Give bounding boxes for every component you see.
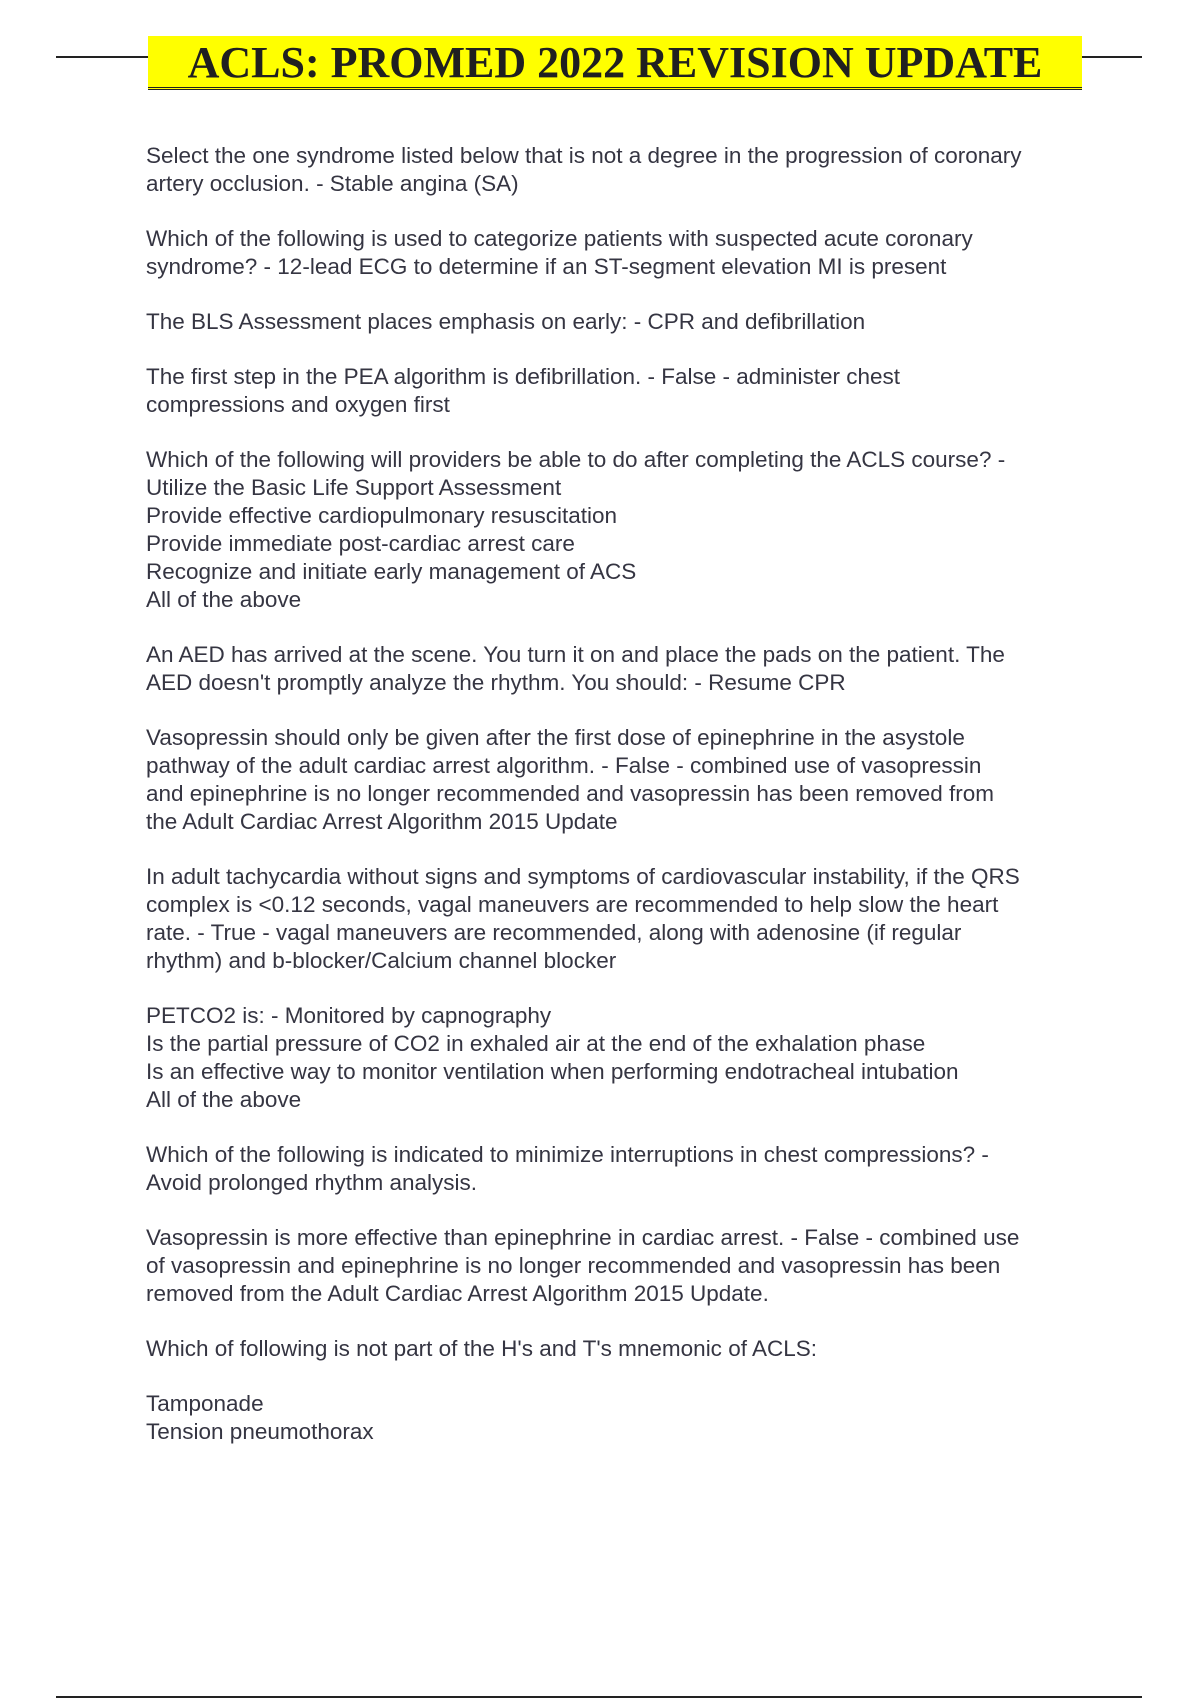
qa-item <box>146 1002 1096 1114</box>
qa-item <box>146 1141 1096 1197</box>
qa-line: Which of the following is indicated to minimize interruptions in chest compressions? - <box>146 1142 989 1167</box>
qa-line: All of the above <box>146 587 302 612</box>
qa-item <box>146 1390 1096 1446</box>
qa-line: Vasopressin should only be given after the first dose of epinephrine in the asystole <box>146 725 965 750</box>
qa-item <box>146 142 1096 198</box>
qa-line: pathway of the adult cardiac arrest algorithm. - False - combined use of vasopressin <box>146 753 982 778</box>
footer-rule <box>56 1696 1142 1698</box>
qa-line: The BLS Assessment places emphasis on early: - CPR and defibrillation <box>146 309 866 334</box>
document-title: ACLS: PROMED 2022 REVISION UPDATE <box>148 36 1082 90</box>
qa-line: PETCO2 is: - Monitored by capnography <box>146 1003 552 1028</box>
qa-item <box>146 863 1096 975</box>
qa-line: In adult tachycardia without signs and symptoms of cardiovascular instability, if the QRS <box>146 864 1020 889</box>
qa-line: All of the above <box>146 1087 302 1112</box>
qa-item <box>146 1335 1096 1363</box>
qa-line: Utilize the Basic Life Support Assessment <box>146 475 562 500</box>
qa-item <box>146 363 1096 419</box>
qa-line: Provide immediate post-cardiac arrest care <box>146 531 575 556</box>
header-rule-right <box>1082 56 1142 58</box>
qa-line: complex is <0.12 seconds, vagal maneuvers are recommended to help slow the heart <box>146 892 999 917</box>
qa-list <box>146 142 1096 1473</box>
qa-line: Is an effective way to monitor ventilation when performing endotracheal intubation <box>146 1059 959 1084</box>
qa-line: the Adult Cardiac Arrest Algorithm 2015 Update <box>146 809 618 834</box>
qa-line: artery occlusion. - Stable angina (SA) <box>146 171 519 196</box>
qa-line: compressions and oxygen first <box>146 392 450 417</box>
qa-line: and epinephrine is no longer recommended and vasopressin has been removed from <box>146 781 995 806</box>
qa-line: AED doesn't promptly analyze the rhythm. You should: - Resume CPR <box>146 670 846 695</box>
qa-line: syndrome? - 12-lead ECG to determine if an ST-segment elevation MI is present <box>146 254 947 279</box>
header-rule-left <box>56 56 148 58</box>
qa-line: Select the one syndrome listed below that is not a degree in the progression of coronary <box>146 143 1022 168</box>
qa-line: Provide effective cardiopulmonary resuscitation <box>146 503 618 528</box>
qa-line: rhythm) and b-blocker/Calcium channel blocker <box>146 948 617 973</box>
qa-line: Vasopressin is more effective than epinephrine in cardiac arrest. - False - combined use <box>146 1225 1020 1250</box>
qa-line: Which of following is not part of the H's and T's mnemonic of ACLS: <box>146 1336 817 1361</box>
qa-item <box>146 724 1096 836</box>
qa-line: of vasopressin and epinephrine is no longer recommended and vasopressin has been <box>146 1253 1001 1278</box>
qa-item <box>146 641 1096 697</box>
qa-line: Avoid prolonged rhythm analysis. <box>146 1170 478 1195</box>
qa-item <box>146 308 1096 336</box>
qa-item <box>146 446 1096 614</box>
qa-line: Tamponade <box>146 1391 264 1416</box>
qa-item <box>146 225 1096 281</box>
qa-line: An AED has arrived at the scene. You turn it on and place the pads on the patient. The <box>146 642 1005 667</box>
qa-line: Which of the following is used to categorize patients with suspected acute coronary <box>146 226 973 251</box>
qa-line: The first step in the PEA algorithm is defibrillation. - False - administer chest <box>146 364 901 389</box>
qa-line: rate. - True - vagal maneuvers are recommended, along with adenosine (if regular <box>146 920 962 945</box>
qa-item <box>146 1224 1096 1308</box>
qa-line: Recognize and initiate early management of ACS <box>146 559 637 584</box>
qa-line: Which of the following will providers be able to do after completing the ACLS course? - <box>146 447 1006 472</box>
qa-line: Tension pneumothorax <box>146 1419 374 1444</box>
qa-line: removed from the Adult Cardiac Arrest Algorithm 2015 Update. <box>146 1281 769 1306</box>
qa-line: Is the partial pressure of CO2 in exhaled air at the end of the exhalation phase <box>146 1031 926 1056</box>
